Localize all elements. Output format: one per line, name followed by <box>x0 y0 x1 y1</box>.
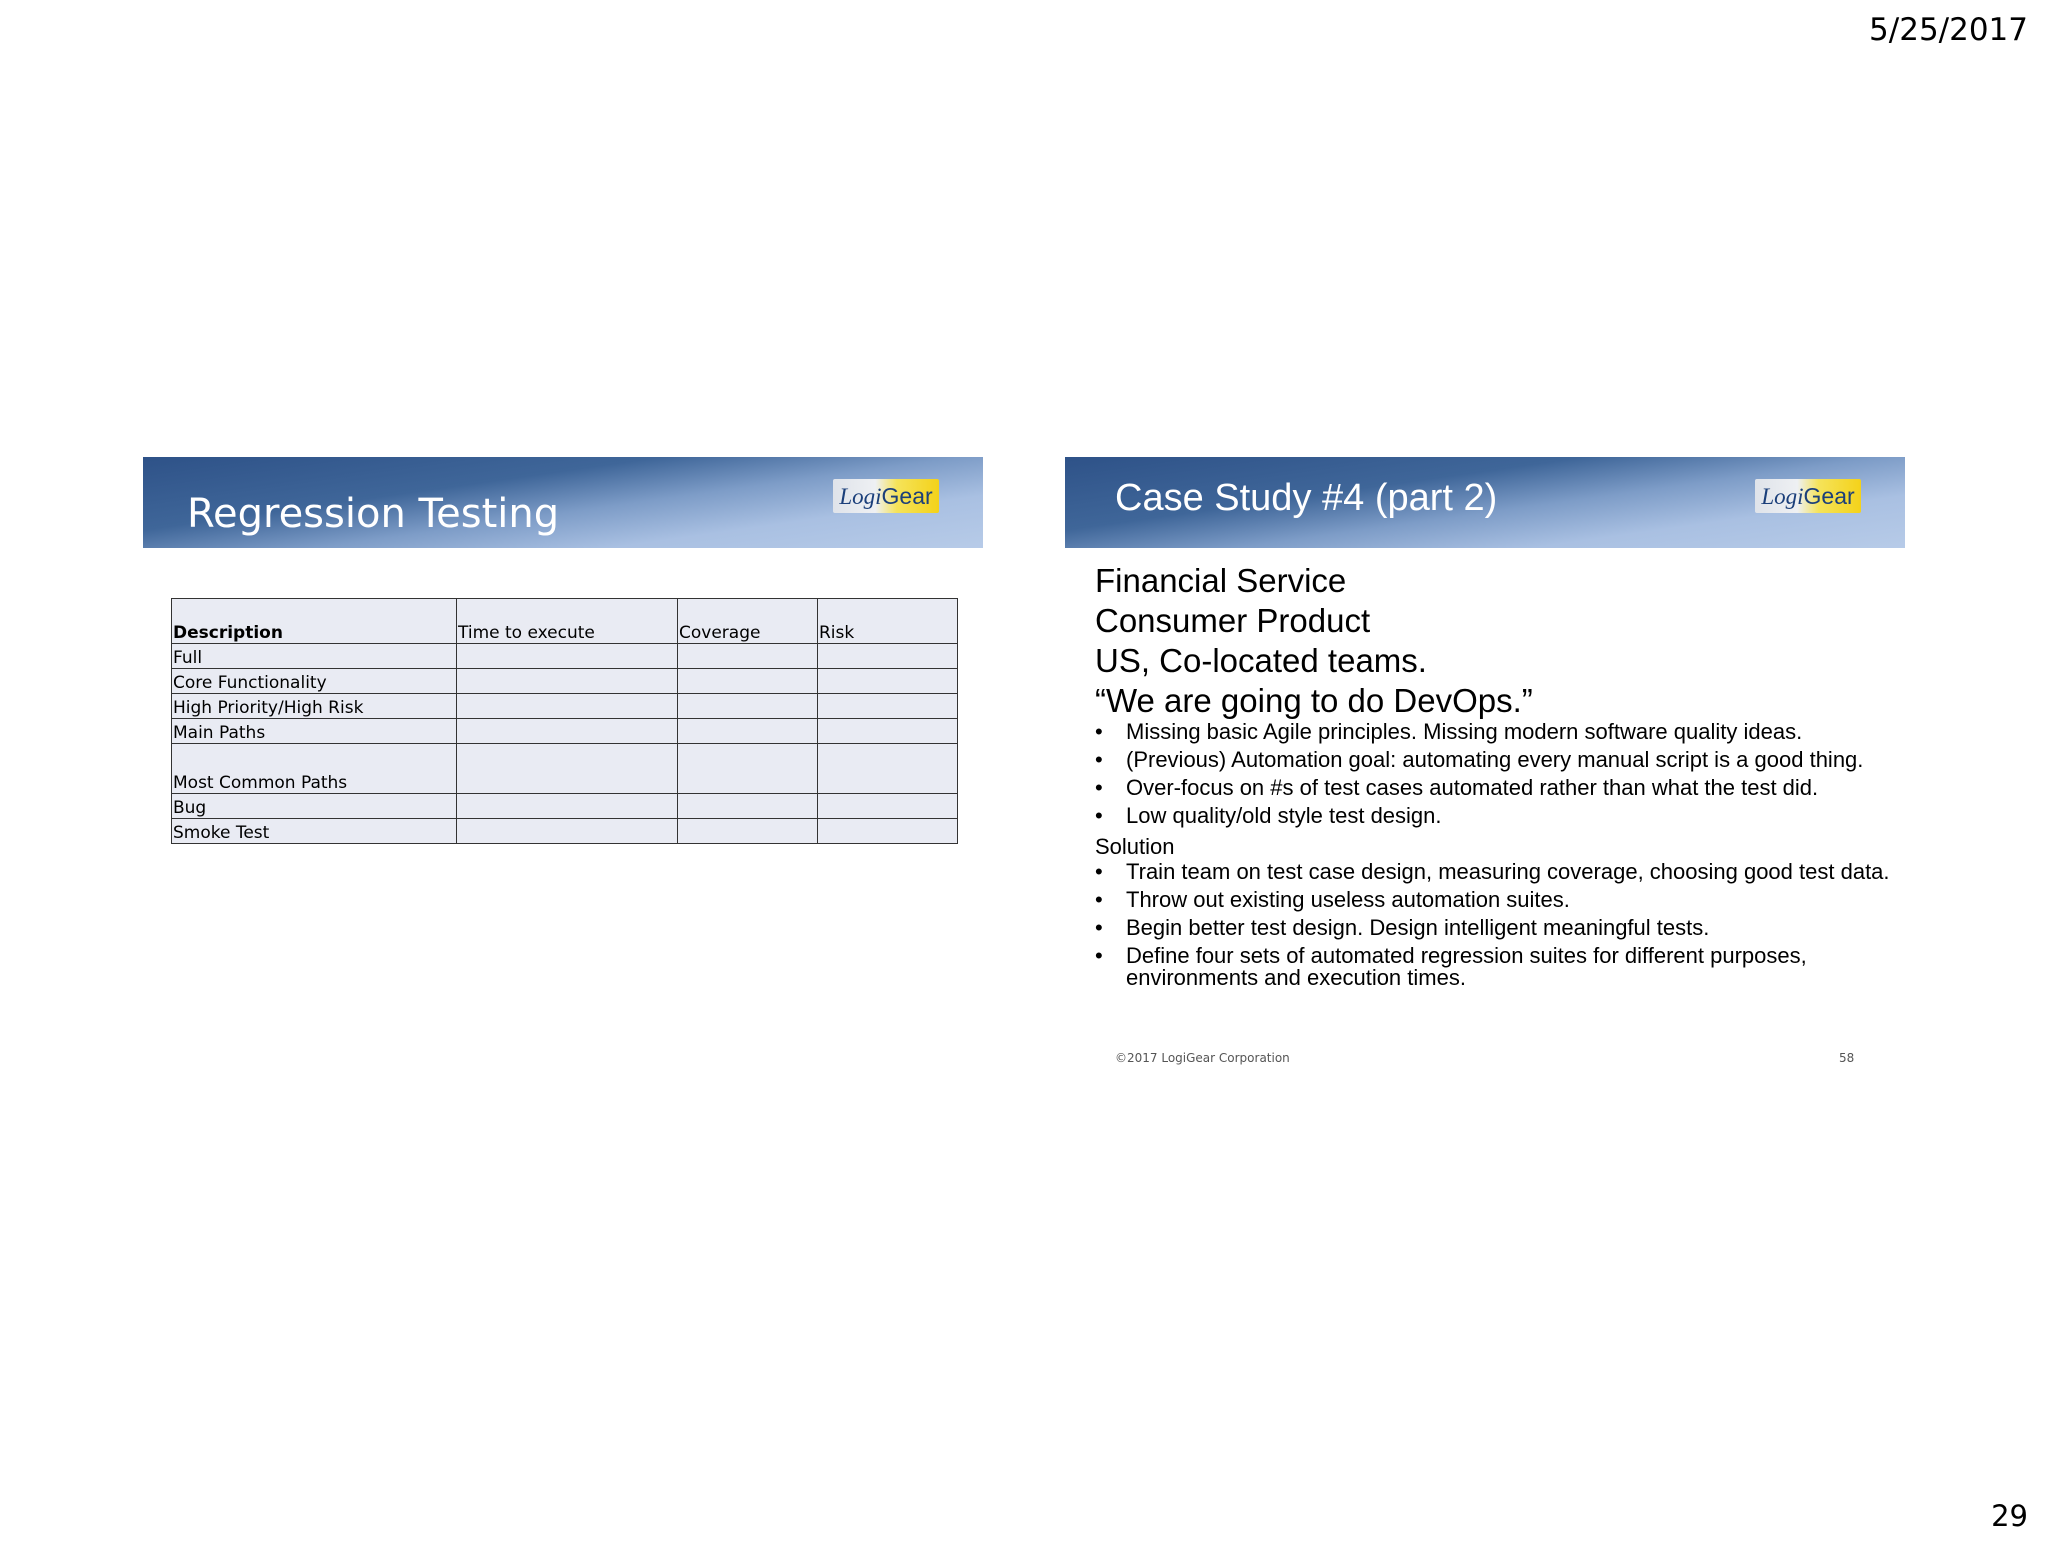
table-cell <box>678 794 818 819</box>
table-cell <box>457 819 678 844</box>
table-cell-description: Bug <box>172 794 457 819</box>
table-row <box>172 794 958 819</box>
table-cell-description: Full <box>172 644 457 669</box>
table-row <box>172 644 958 669</box>
table-cell <box>678 819 818 844</box>
table-row <box>172 719 958 744</box>
page-number: 29 <box>1991 1499 2028 1533</box>
list-item: • (Previous) Automation goal: automating every manual script is a good thing. <box>1095 749 1895 771</box>
slide-footer-copyright: ©2017 LogiGear Corporation <box>1115 1051 1290 1065</box>
table-cell <box>818 669 958 694</box>
table-cell <box>678 719 818 744</box>
list-item: • Over-focus on #s of test cases automated rather than what the test did. <box>1095 777 1895 799</box>
table-row <box>172 744 958 794</box>
table-cell <box>678 644 818 669</box>
column-header-time: Time to execute <box>457 599 678 644</box>
table-cell <box>818 744 958 794</box>
problem-list <box>1095 721 1895 827</box>
table-cell-description: Smoke Test <box>172 819 457 844</box>
table-cell <box>457 644 678 669</box>
column-header-description: Description <box>172 599 457 644</box>
table-cell <box>457 719 678 744</box>
intro-line: “We are going to do DevOps.” <box>1095 682 1533 719</box>
intro-line: Consumer Product <box>1095 602 1371 639</box>
slide-regression-testing <box>143 457 983 1097</box>
table-cell <box>818 794 958 819</box>
list-item: • Begin better test design. Design intelligent meaningful tests. <box>1095 917 1895 939</box>
intro-line: Financial Service <box>1095 562 1347 599</box>
list-item: • Throw out existing useless automation suites. <box>1095 889 1895 911</box>
solution-heading: Solution <box>1095 834 1175 859</box>
logigear-logo: LogiGear <box>833 479 939 513</box>
list-item: • Missing basic Agile principles. Missing modern software quality ideas. <box>1095 721 1895 743</box>
table-cell <box>457 694 678 719</box>
slide-footer-number: 58 <box>1839 1051 1855 1065</box>
regression-table <box>171 598 958 844</box>
page-date: 5/25/2017 <box>1869 12 2028 48</box>
table-cell-description: Main Paths <box>172 719 457 744</box>
table-cell <box>818 694 958 719</box>
table-cell <box>818 719 958 744</box>
table-cell-description: Core Functionality <box>172 669 457 694</box>
slide-title: Case Study #4 (part 2) <box>1115 477 1498 519</box>
column-header-coverage: Coverage <box>678 599 818 644</box>
table-cell <box>818 644 958 669</box>
table-row <box>172 694 958 719</box>
slide-content <box>1095 561 1895 995</box>
table-cell <box>678 744 818 794</box>
table-cell <box>457 744 678 794</box>
table-cell-description: High Priority/High Risk <box>172 694 457 719</box>
table-cell <box>678 694 818 719</box>
table-header-row <box>172 599 958 644</box>
table-row <box>172 669 958 694</box>
list-item: • Define four sets of automated regression suites for different purposes, environments and execution times. <box>1095 945 1895 989</box>
table-cell <box>457 669 678 694</box>
logigear-logo: LogiGear <box>1755 479 1861 513</box>
list-item: • Train team on test case design, measuring coverage, choosing good test data. <box>1095 861 1895 883</box>
table-cell <box>678 669 818 694</box>
solution-list <box>1095 861 1895 989</box>
column-header-risk: Risk <box>818 599 958 644</box>
slide-title: Regression Testing <box>187 491 560 537</box>
table-cell-description: Most Common Paths <box>172 744 457 794</box>
slide-case-study <box>1065 457 1905 1097</box>
list-item: • Low quality/old style test design. <box>1095 805 1895 827</box>
table-row <box>172 819 958 844</box>
table-cell <box>818 819 958 844</box>
table-cell <box>457 794 678 819</box>
intro-line: US, Co-located teams. <box>1095 642 1427 679</box>
